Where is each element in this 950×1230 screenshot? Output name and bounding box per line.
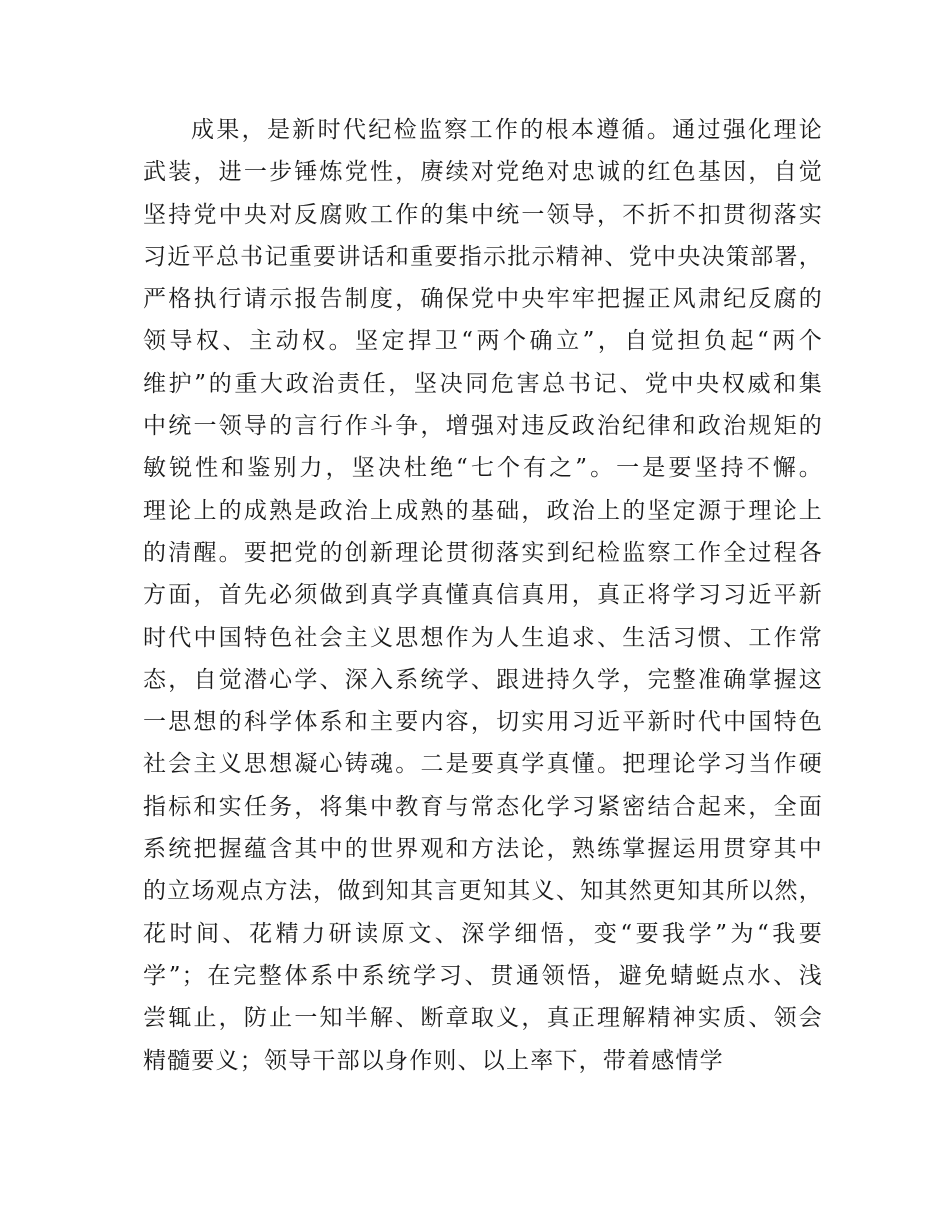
text-line: 系统把握蕴含其中的世界观和方法论，熟练掌握运用贯穿其中 <box>143 836 823 863</box>
text-line: 严格执行请示报告制度，确保党中央牢牢把握正风肃纪反腐的 <box>143 286 823 313</box>
text-line: 维护”的重大政治责任，坚决同危害总书记、党中央权威和集 <box>143 370 823 397</box>
text-line: 花时间、花精力研读原文、深学细悟，变“要我学”为“我要 <box>143 920 823 947</box>
text-line: 方面，首先必须做到真学真懂真信真用，真正将学习习近平新 <box>143 582 823 609</box>
text-line: 敏锐性和鉴别力，坚决杜绝“七个有之”。一是要坚持不懈。 <box>143 455 823 482</box>
text-line: 态，自觉潜心学、深入系统学、跟进持久学，完整准确掌握这 <box>143 666 823 693</box>
text-line: 理论上的成熟是政治上成熟的基础，政治上的坚定源于理论上 <box>143 497 823 524</box>
text-line: 武装，进一步锤炼党性，赓续对党绝对忠诚的红色基因，自觉 <box>143 159 823 186</box>
text-line: 习近平总书记重要讲话和重要指示批示精神、党中央决策部署， <box>143 243 823 270</box>
text-line: 学”；在完整体系中系统学习、贯通领悟，避免蜻蜓点水、浅 <box>143 962 823 989</box>
text-line: 成果，是新时代纪检监察工作的根本遵循。通过强化理论 <box>191 117 823 143</box>
body-paragraph <box>143 109 823 1082</box>
text-line: 的清醒。要把党的创新理论贯彻落实到纪检监察工作全过程各 <box>143 539 823 566</box>
text-line: 精髓要义；领导干部以身作则、以上率下，带着感情学 <box>143 1047 724 1074</box>
text-line: 时代中国特色社会主义思想作为人生追求、生活习惯、工作常 <box>143 624 823 651</box>
text-line: 社会主义思想凝心铸魂。二是要真学真懂。把理论学习当作硬 <box>143 751 823 778</box>
text-line: 坚持党中央对反腐败工作的集中统一领导，不折不扣贯彻落实 <box>143 201 823 228</box>
text-line: 一思想的科学体系和主要内容，切实用习近平新时代中国特色 <box>143 709 823 736</box>
text-line: 尝辄止，防止一知半解、断章取义，真正理解精神实质、领会 <box>143 1005 823 1032</box>
text-line: 中统一领导的言行作斗争，增强对违反政治纪律和政治规矩的 <box>143 413 823 440</box>
text-line: 的立场观点方法，做到知其言更知其义、知其然更知其所以然， <box>143 878 823 905</box>
text-line: 领导权、主动权。坚定捍卫“两个确立”，自觉担负起“两个 <box>143 328 823 355</box>
text-line: 指标和实任务，将集中教育与常态化学习紧密结合起来，全面 <box>143 793 823 820</box>
